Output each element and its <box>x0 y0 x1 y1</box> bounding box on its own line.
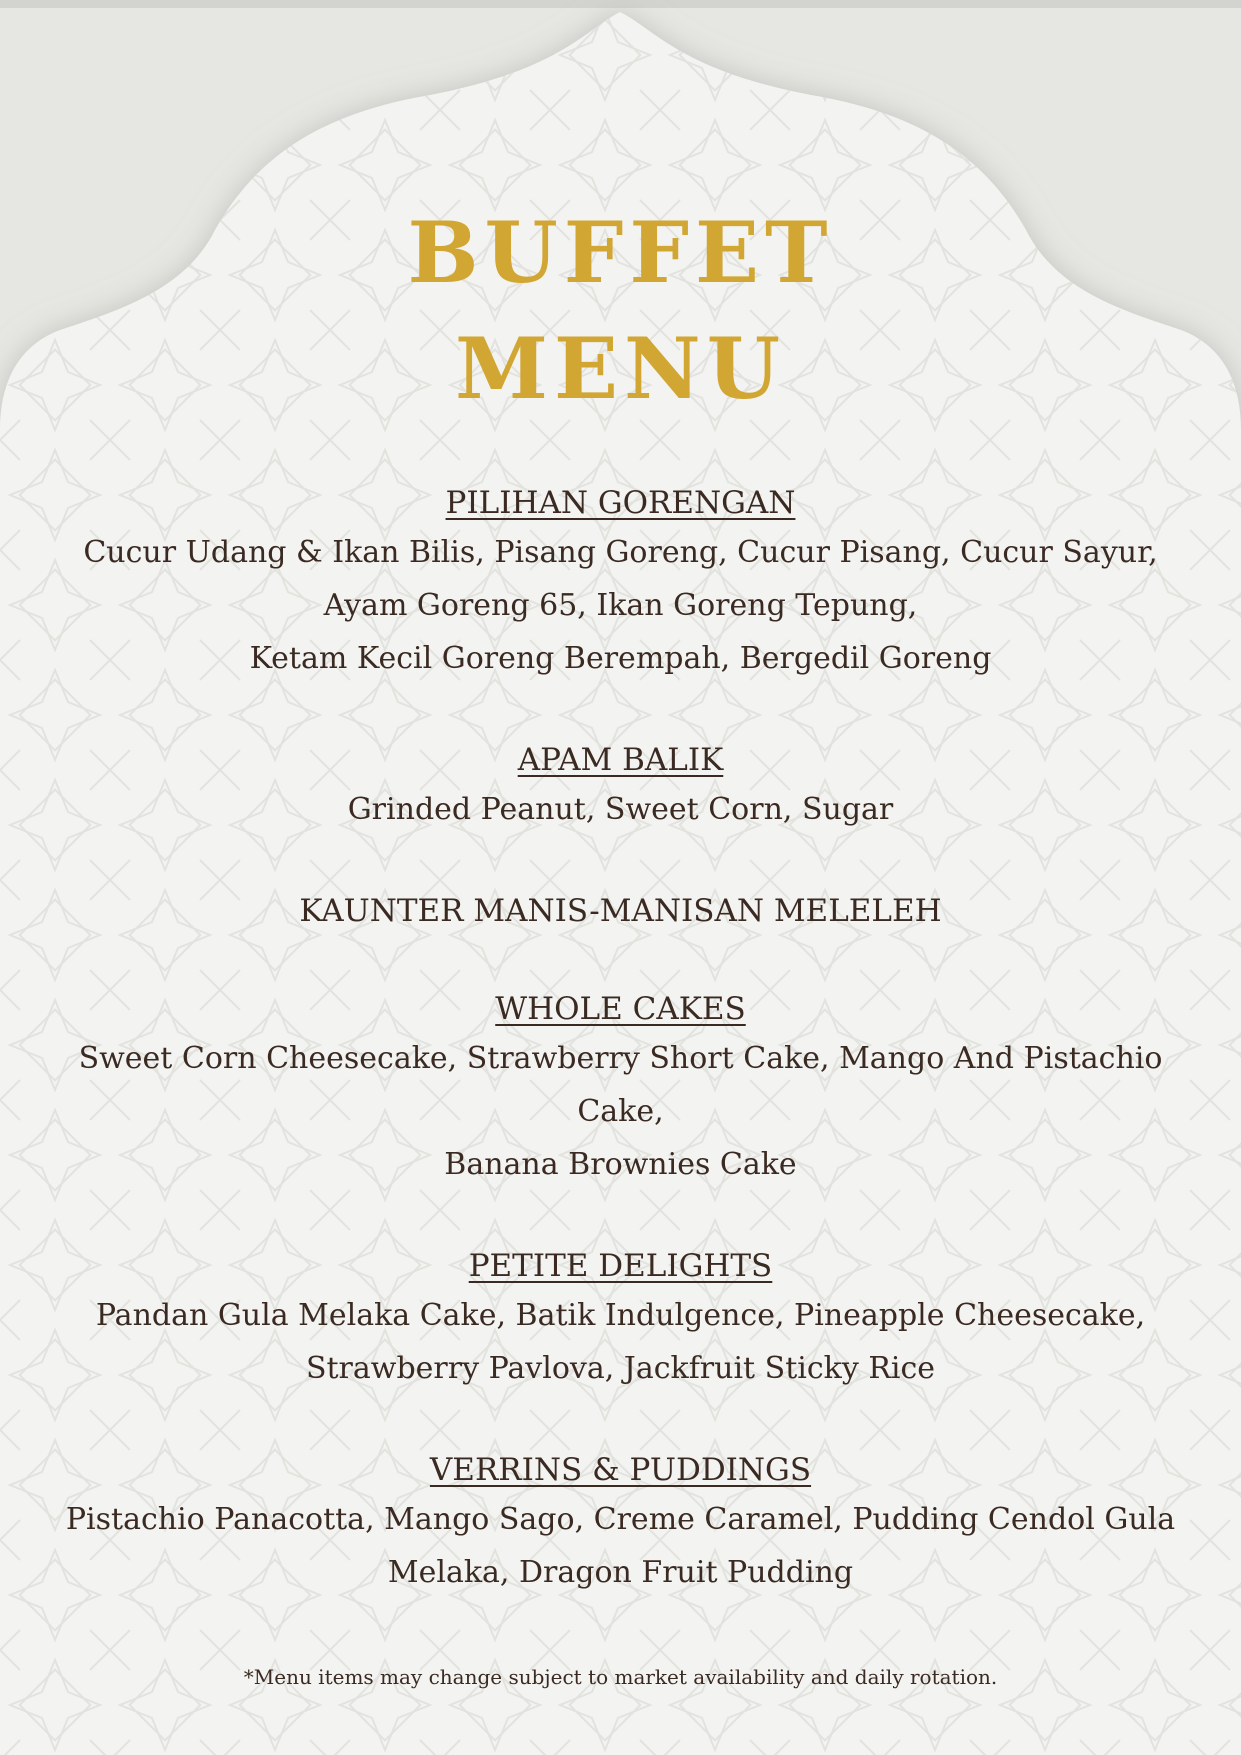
section-items <box>60 1289 1181 1395</box>
item-line: Melaka, Dragon Fruit Pudding <box>387 1555 854 1590</box>
section-pilihan-gorengan <box>60 480 1181 685</box>
section-heading: WHOLE CAKES <box>495 991 746 1027</box>
item-line: Sweet Corn Cheesecake, Strawberry Short Cake, Mango And Pistachio Cake, <box>78 1041 1163 1129</box>
section-items <box>60 526 1181 685</box>
item-line: Grinded Peanut, Sweet Corn, Sugar <box>347 792 894 827</box>
item-line: Ayam Goreng 65, Ikan Goreng Tepung, <box>323 588 918 623</box>
section-heading: APAM BALIK <box>517 742 724 778</box>
menu-title <box>0 195 1241 427</box>
item-line: Ketam Kecil Goreng Berempah, Bergedil Goreng <box>249 641 992 676</box>
section-apam-balik <box>60 737 1181 836</box>
section-heading: KAUNTER MANIS-MANISAN MELELEH <box>299 893 942 929</box>
section-verrins-puddings <box>60 1447 1181 1599</box>
section-heading: PILIHAN GORENGAN <box>445 485 796 521</box>
footnote: *Menu items may change subject to market availability and daily rotation. <box>243 1665 998 1689</box>
section-kaunter-manis <box>60 888 1181 934</box>
section-items <box>60 1493 1181 1599</box>
item-line: Cucur Udang & Ikan Bilis, Pisang Goreng, Cucur Pisang, Cucur Sayur, <box>83 535 1158 570</box>
section-heading: PETITE DELIGHTS <box>468 1248 773 1284</box>
title-line-1: BUFFET <box>407 203 834 302</box>
item-line: Pandan Gula Melaka Cake, Batik Indulgence, Pineapple Cheesecake, <box>95 1298 1146 1333</box>
section-items <box>60 783 1181 836</box>
title-line-2: MENU <box>454 319 787 418</box>
section-items <box>60 1032 1181 1191</box>
item-line: Strawberry Pavlova, Jackfruit Sticky Rice <box>305 1351 936 1386</box>
section-whole-cakes <box>60 986 1181 1191</box>
item-line: Pistachio Panacotta, Mango Sago, Creme Caramel, Pudding Cendol Gula <box>65 1502 1176 1537</box>
section-petite-delights <box>60 1243 1181 1395</box>
item-line: Banana Brownies Cake <box>444 1147 797 1182</box>
menu-sections <box>60 480 1181 1651</box>
section-heading: VERRINS & PUDDINGS <box>429 1452 812 1488</box>
